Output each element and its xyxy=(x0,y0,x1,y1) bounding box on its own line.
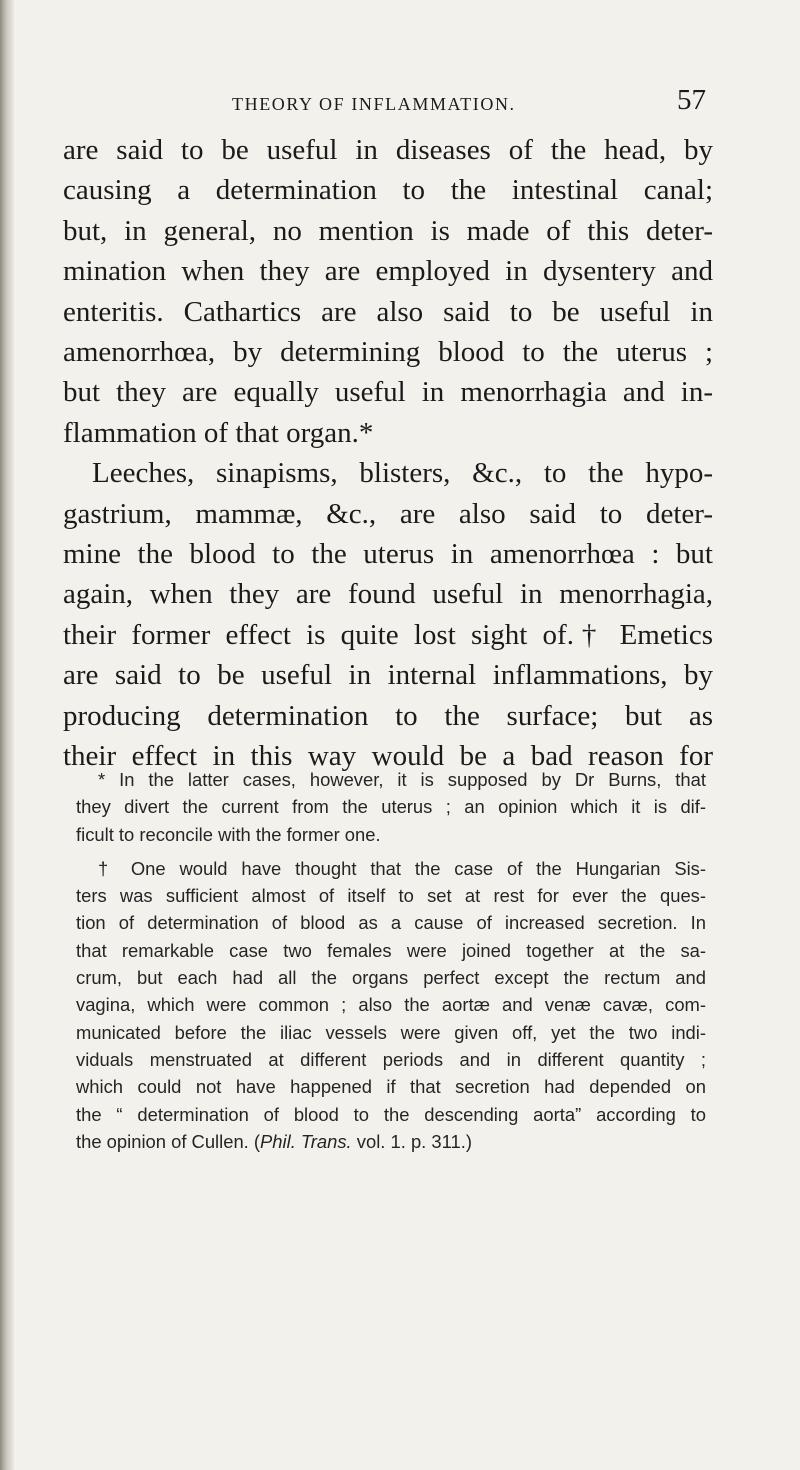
body-line: flammation of that organ.* xyxy=(63,416,374,449)
running-head-title: THEORY OF INFLAMMATION. xyxy=(232,94,516,114)
footnote-line: vagina, which were common ; also the aortæ and venæ cavæ, com- xyxy=(76,994,706,1016)
body-line: are said to be useful in diseases of the head, by xyxy=(63,134,713,166)
body-line: mination when they are employed in dysentery and xyxy=(63,255,713,288)
body-line: causing a determination to the intestinal canal; xyxy=(63,174,713,207)
footnote-line: † One would have thought that the case of the Hungarian Sis- xyxy=(98,857,706,879)
footnote-line: ters was sufficient almost of itself to set at rest for ever the ques- xyxy=(76,885,706,907)
footnote-line: * In the latter cases, however, it is supposed by Dr Burns, that xyxy=(98,769,706,790)
body-line: their former effect is quite lost sight of.† Emetics xyxy=(63,618,713,651)
footnote-line: tion of determination of blood as a cause of increased secretion. In xyxy=(76,912,706,934)
running-head xyxy=(232,84,706,120)
citation-journal-title: Phil. Trans. xyxy=(260,1130,352,1152)
page-number: 57 xyxy=(677,84,706,116)
body-text xyxy=(63,130,713,777)
body-line: but they are equally useful in menorrhagia and in- xyxy=(63,376,713,409)
footnotes xyxy=(76,766,706,1162)
citation-suffix: vol. 1. p. 311.) xyxy=(351,1130,472,1152)
footnote-2 xyxy=(76,855,706,1155)
body-line: mine the blood to the uterus in amenorrhœa : but xyxy=(63,538,713,571)
footnote-line: which could not have happened if that secretion had depended on xyxy=(76,1076,706,1098)
body-line: are said to be useful in internal inflammations, by xyxy=(63,659,713,692)
footnote-line: the “ determination of blood to the descending aorta” according to xyxy=(76,1103,706,1125)
footnote-line: ficult to reconcile with the former one. xyxy=(76,823,381,845)
body-line: Leeches, sinapisms, blisters, &c., to the hypo- xyxy=(92,457,713,490)
footnote-citation-line xyxy=(76,1128,706,1155)
citation-prefix: the opinion of Cullen. ( xyxy=(76,1130,261,1152)
body-line: amenorrhœa, by determining blood to the uterus ; xyxy=(63,336,713,369)
body-line: gastrium, mammæ, &c., are also said to deter- xyxy=(63,497,713,530)
footnote-line: municated before the iliac vessels were given off, yet the two indi- xyxy=(76,1021,706,1043)
footnote-1 xyxy=(76,766,706,848)
body-line: again, when they are found useful in menorrhagia, xyxy=(63,578,713,611)
body-line: their effect in this way would be a bad reason for xyxy=(63,740,713,773)
footnote-line: viduals menstruated at different periods and in different quantity ; xyxy=(76,1048,706,1070)
footnote-line: crum, but each had all the organs perfect except the rectum and xyxy=(76,967,706,989)
footnote-line: they divert the current from the uterus ; an opinion which it is dif- xyxy=(76,796,706,818)
body-line: producing determination to the surface; but as xyxy=(63,699,713,732)
footnote-line: that remarkable case two females were joined together at the sa- xyxy=(76,939,706,961)
body-line: but, in general, no mention is made of this deter- xyxy=(63,214,713,247)
body-line: enteritis. Cathartics are also said to be useful in xyxy=(63,295,713,328)
